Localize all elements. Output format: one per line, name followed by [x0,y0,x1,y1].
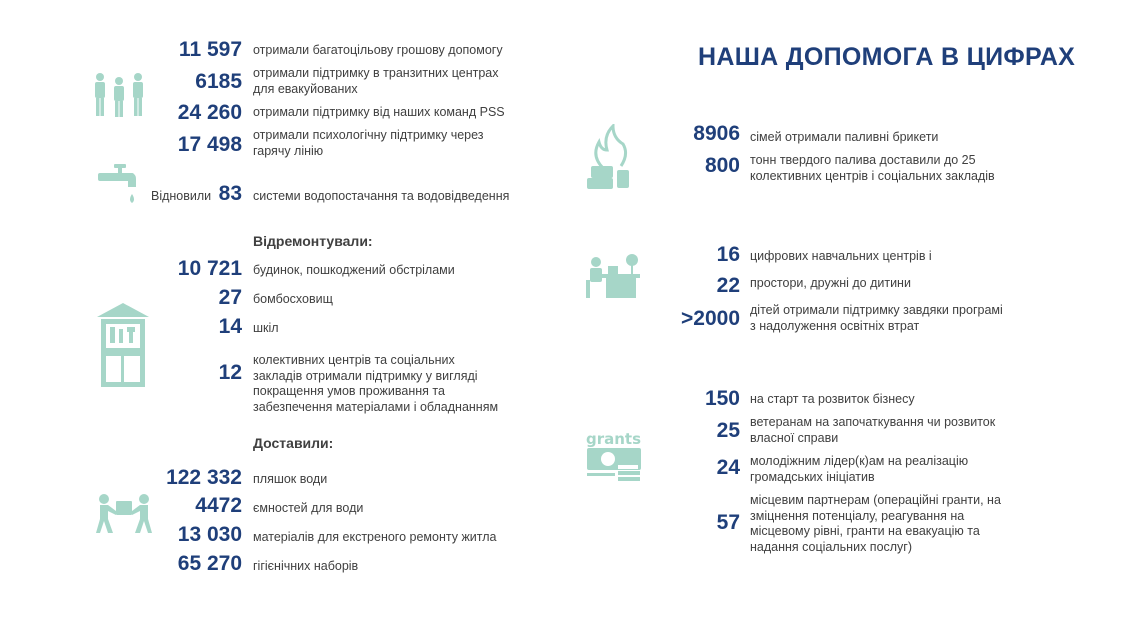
stat-number: 13 030 [177,523,242,546]
page-title: НАША ДОПОМОГА В ЦИФРАХ [698,43,1076,71]
stat-number: 8906 [693,122,740,145]
stat-text: на старт та розвиток бізнесу [750,392,915,406]
stat-text: молодіжним лідер(к)ам на реалізацію громадських ініціатив [750,454,969,484]
stat-number: 14 [218,315,242,338]
stat-text: цифрових навчальних центрів і [750,249,932,263]
stat-number: 10 721 [177,257,242,280]
stat-text: отримали підтримку від наших команд PSS [253,105,505,119]
stat-text: матеріалів для екстреного ремонту житла [253,530,497,544]
stat-number: 24 [716,456,740,479]
stat-number: 12 [218,361,242,384]
section-heading-delivered: Доставили: [253,435,334,451]
stat-text: дітей отримали підтримку завдяки програмі з надолуження освітніх втрат [750,303,1003,333]
section-heading-repaired: Відремонтували: [253,233,373,249]
stat-number: 22 [716,274,740,297]
stat-number: 24 260 [177,101,242,124]
stat-text: колективних центрів та соціальних закладів отримали підтримку у вигляді покращення умов проживання та забезпечення матеріалами і обладнанням [253,353,499,414]
water-prefix: Відновили [151,189,212,203]
stat-text: пляшок води [253,472,328,486]
stat-number: 25 [716,419,740,442]
grants-label: grants [586,430,642,448]
house-repair-icon [97,303,149,387]
stat-number: 11 597 [178,38,242,61]
grants-icon [586,430,644,486]
stat-text: будинок, пошкоджений обстрілами [253,263,455,277]
stat-text: гігієнічних наборів [253,559,359,573]
stat-text: отримали психологічну підтримку через гарячу лінію [253,128,484,158]
stat-text: місцевим партнерам (операційні гранти, на зміцнення потенціалу, реагування на місцевому рівні, гранти на евакуацію та надання соціальних послуг) [750,493,1001,554]
classroom-icon [584,250,642,298]
stat-text: сімей отримали паливні брикети [750,130,939,144]
stat-text: системи водопостачання та водовідведення [253,189,510,203]
stat-text: ветеранам на започаткування чи розвиток власної справи [750,415,996,445]
fire-fuel-icon [585,124,633,190]
stat-number: 16 [716,243,740,266]
stat-number: 122 332 [166,466,242,489]
stat-text: тонн твердого палива доставили до 25 колективних центрів і соціальних закладів [750,153,995,183]
stat-number: 83 [218,182,242,205]
water-tap-icon [96,164,138,208]
stat-number: 150 [704,387,740,410]
stat-text: отримали підтримку в транзитних центрах для евакуйованих [253,66,499,96]
stat-text: ємностей для води [253,501,364,515]
stat-number: 27 [218,286,242,309]
stat-number: 800 [704,154,740,177]
stat-number: >2000 [681,307,740,330]
stat-text: простори, дружні до дитини [750,276,911,290]
stat-number: 65 270 [177,552,242,575]
stat-number: 6185 [195,70,242,93]
stat-text: бомбосховищ [253,292,333,306]
delivery-people-icon [96,493,152,535]
stat-number: 57 [716,511,740,534]
stat-number: 17 498 [177,133,242,156]
stat-text: шкіл [253,321,279,335]
people-icon [92,72,146,118]
stat-text: отримали багатоцільову грошову допомогу [253,43,503,57]
stat-number: 4472 [195,494,242,517]
